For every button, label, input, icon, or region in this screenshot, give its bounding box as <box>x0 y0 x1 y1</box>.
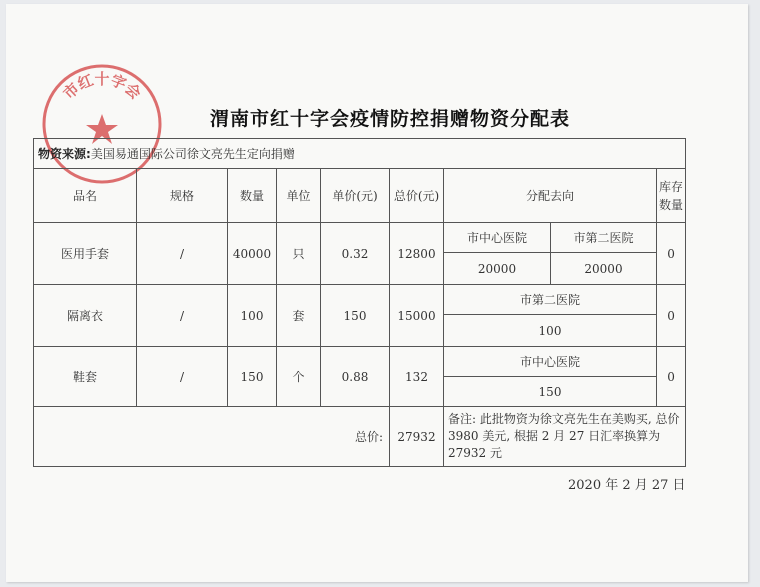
page-title: 渭南市红十字会疫情防控捐赠物资分配表 <box>209 108 570 130</box>
header-spec: 规格 <box>137 169 228 223</box>
source-row <box>34 139 686 169</box>
dest-a-qty: 20000 <box>444 253 551 285</box>
dest: 市中心医院 <box>444 347 657 377</box>
allocation-table <box>33 138 686 467</box>
dest-b-qty: 20000 <box>551 253 657 285</box>
document-date: 2020 年 2 月 27 日 <box>568 478 686 493</box>
table-row <box>34 285 686 315</box>
row-price: 150 <box>321 285 390 347</box>
source-value: 美国易通国际公司徐文亮先生定向捐赠 <box>90 146 295 161</box>
total-value: 27932 <box>390 407 444 467</box>
total-label: 总价: <box>34 407 390 467</box>
header-stock: 库存数量 <box>657 169 686 223</box>
dest-qty: 100 <box>444 315 657 347</box>
row-price: 0.32 <box>321 223 390 285</box>
row-unit: 套 <box>277 285 321 347</box>
row-name: 鞋套 <box>34 347 137 407</box>
header-total: 总价(元) <box>390 169 444 223</box>
row-spec: / <box>137 223 228 285</box>
seal-text: 市红十字会 <box>59 70 145 103</box>
header-unit: 单位 <box>277 169 321 223</box>
header-qty: 数量 <box>228 169 277 223</box>
source-label: 物资来源: <box>38 146 91 161</box>
remark: 备注: 此批物资为徐文亮先生在美购买, 总价 3980 美元, 根据 2 月 27 日汇率换算为 27932 元 <box>444 407 686 467</box>
row-qty: 40000 <box>228 223 277 285</box>
row-unit: 个 <box>277 347 321 407</box>
row-spec: / <box>137 347 228 407</box>
dest: 市第二医院 <box>444 285 657 315</box>
row-unit: 只 <box>277 223 321 285</box>
row-stock: 0 <box>657 285 686 347</box>
table-row <box>34 347 686 377</box>
row-total: 15000 <box>390 285 444 347</box>
row-total: 12800 <box>390 223 444 285</box>
row-qty: 150 <box>228 347 277 407</box>
row-price: 0.88 <box>321 347 390 407</box>
row-stock: 0 <box>657 347 686 407</box>
dest-a: 市中心医院 <box>444 223 551 253</box>
row-stock: 0 <box>657 223 686 285</box>
row-spec: / <box>137 285 228 347</box>
row-qty: 100 <box>228 285 277 347</box>
row-name: 医用手套 <box>34 223 137 285</box>
row-total: 132 <box>390 347 444 407</box>
header-row <box>34 169 686 223</box>
row-name: 隔离衣 <box>34 285 137 347</box>
table-row <box>34 223 686 253</box>
summary-row <box>34 407 686 467</box>
header-dest: 分配去向 <box>444 169 657 223</box>
dest-b: 市第二医院 <box>551 223 657 253</box>
header-price: 单价(元) <box>321 169 390 223</box>
header-name: 品名 <box>34 169 137 223</box>
dest-qty: 150 <box>444 377 657 407</box>
